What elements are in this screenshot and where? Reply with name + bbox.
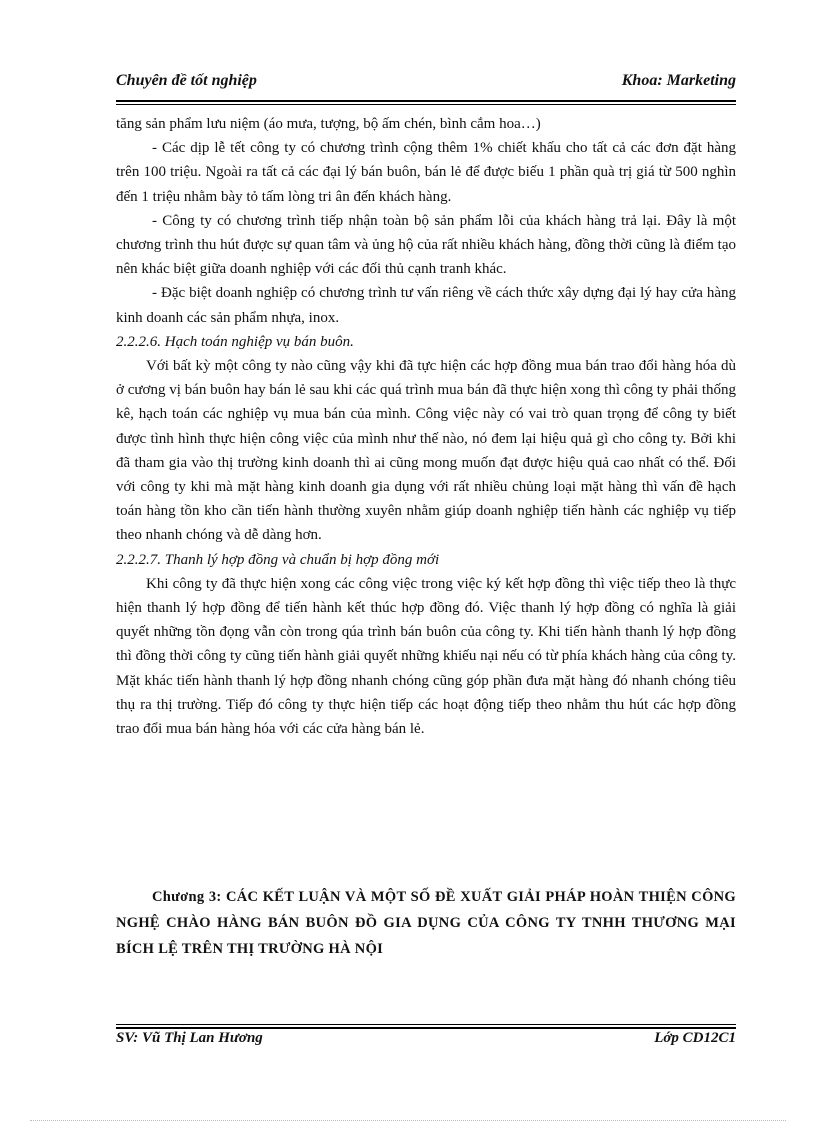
- page-footer: [116, 1030, 736, 1052]
- page-header: [116, 68, 736, 94]
- header-document-type: Chuyên đề tốt nghiệp: [116, 72, 257, 89]
- section-heading-2-2-2-6: 2.2.2.6. Hạch toán nghiệp vụ bán buôn.: [116, 333, 354, 350]
- header-faculty: Khoa: Marketing: [621, 72, 736, 89]
- chapter-title-text: Chương 3: CÁC KẾT LUẬN VÀ MỘT SỐ ĐỀ XUẤT GIẢI PHÁP HOÀN THIỆN CÔNG NGHỆ CHÀO HÀNG BÁN BUÔN ĐỒ GIA DỤNG CỦA CÔNG TY TNHH THƯƠNG MẠI BÍCH LỆ TRÊN THỊ TRƯỜNG HÀ NỘI: [116, 889, 736, 957]
- section-heading-2-2-2-7: 2.2.2.7. Thanh lý hợp đồng và chuẩn bị hợp đồng mới: [116, 551, 440, 568]
- document-body: [116, 112, 736, 741]
- chapter-title: [116, 884, 736, 962]
- paragraph-defect-returns: - Công ty có chương trình tiếp nhận toàn bộ sản phẩm lỗi của khách hàng trả lại. Đây là một chương trình thu hút được sự quan tâm và ủng hộ của rất nhiều khách hàng, đồng thời cũng là điểm tạo nên khác biệt giữa doanh nghiệp với các đối thủ cạnh tranh khác.: [116, 212, 736, 278]
- footer-class: Lớp CD12C1: [654, 1030, 736, 1046]
- footer-student-name: SV: Vũ Thị Lan Hương: [116, 1030, 263, 1046]
- paragraph-holiday-discount: - Các dịp lễ tết công ty có chương trình cộng thêm 1% chiết khấu cho tất cả các đơn đặt hàng trên 100 triệu. Ngoài ra tất cả các đại lý bán buôn, bán lẻ để được biếu 1 phần quà trị giá từ 500 nghìn đến 1 triệu nhằm bày tỏ tấm lòng tri ân đến khách hàng.: [116, 140, 736, 205]
- page-edge: [30, 1120, 786, 1121]
- header-rule: [116, 100, 736, 105]
- paragraph-contract-liquidation: Khi công ty đã thực hiện xong các công việc trong việc ký kết hợp đồng thì việc tiếp theo là thực hiện thanh lý hợp đồng để tiến hành kết thúc hợp đồng đó. Việc thanh lý hợp đồng có nghĩa là giải quyết những tồn đọng vẫn còn trong qúa trình bán buôn của công ty. Khi tiến hành thanh lý hợp đồng thì đồng thời công ty cũng tiến hành giải quyết những khiếu nại nếu có từ phía khách hàng của công ty. Mặt khác tiến hành thanh lý hợp đồng nhanh chóng cũng góp phần đưa mặt hàng đó nhanh chóng tiêu thụ ra thị trường. Tiếp đó công ty thực hiện tiếp các hoạt động tiếp theo nhằm thu hút các hợp đồng trao đổi mua bán hàng hóa với các cửa hàng bán lẻ.: [116, 575, 736, 738]
- paragraph-consulting: - Đặc biệt doanh nghiệp có chương trình tư vấn riêng về cách thức xây dựng đại lý hay cửa hàng kinh doanh các sản phẩm nhựa, inox.: [116, 285, 736, 326]
- paragraph-accounting: Với bất kỳ một công ty nào cũng vậy khi đã tực hiện các hợp đồng mua bán trao đổi hàng hóa dù ở cương vị bán buôn hay bán lẻ sau khi các quá trình mua bán đã thực hiện xong thì công ty phải thống kê, hạch toán các nghiệp vụ mua bán của mình. Công việc này có vai trò quan trọng để công ty biết được tình hình thực hiện công việc của mình như thế nào, nó đem lại hiệu quả gì cho công ty. Bởi khi đã tham gia vào thị trường kinh doanh thì ai cũng mong muốn đạt được hiệu quả cao nhất có thể. Đối với công ty khi mà mặt hàng kinh doanh gia dụng với rất nhiều chủng loại mặt hàng thì vấn đề hạch toán hàng tồn kho cần tiến hành thường xuyên nhằm giúp doanh nghiệp tiến hành các nghiệp vụ tiếp theo nhanh chóng và dễ dàng hơn.: [116, 358, 736, 544]
- footer-rule: [116, 1024, 736, 1029]
- paragraph-continuation: tăng sản phẩm lưu niệm (áo mưa, tượng, bộ ấm chén, bình cắm hoa…): [116, 116, 541, 132]
